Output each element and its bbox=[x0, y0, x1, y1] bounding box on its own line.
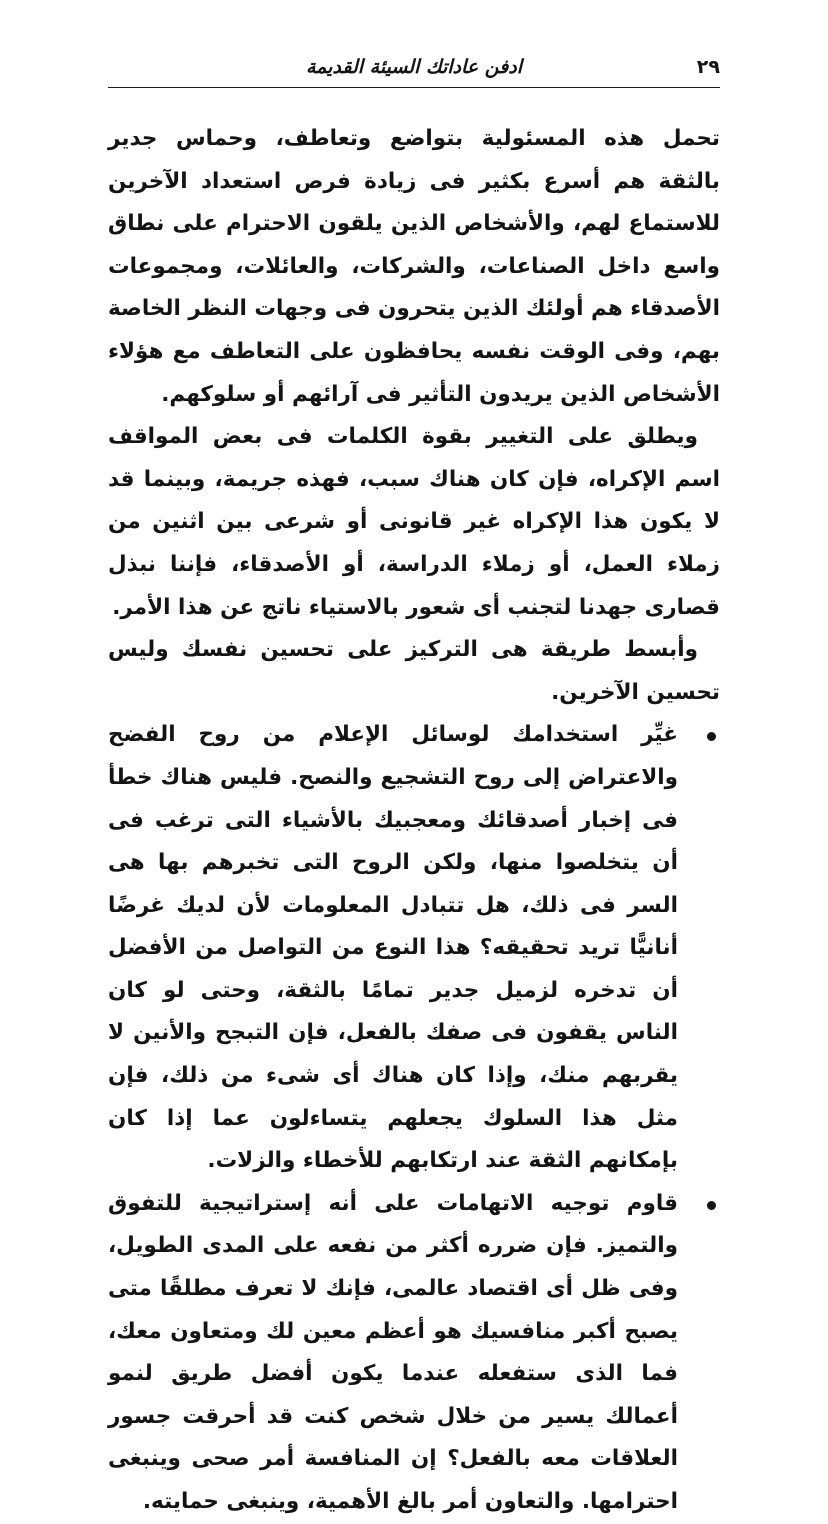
list-item bbox=[108, 1183, 720, 1524]
paragraph-1: تحمل هذه المسئولية بتواضع وتعاطف، وحماس جدير بالثقة هم أسرع بكثير فى زيادة فرص استعداد الآخرين للاستماع لهم، والأشخاص الذين يلقون الاحترام على نطاق واسع داخل الصناعات، والشركات، والعائلات، ومجموعات الأصدقاء هم أولئك الذين يتحرون فى وجهات النظر الخاصة بهم، وفى الوقت نفسه يحافظون على التعاطف مع هؤلاء الأشخاص الذين يريدون التأثير فى آرائهم أو سلوكهم. bbox=[108, 126, 720, 407]
paragraph-2: ويطلق على التغيير بقوة الكلمات فى بعض المواقف اسم الإكراه، فإن كان هناك سبب، فهذه جريمة، وبينما قد لا يكون هذا الإكراه غير قانونى أو شرعى بين اثنين من زملاء العمل، أو زملاء الدراسة، أو الأصدقاء، فإننا نبذل قصارى جهدنا لتجنب أى شعور بالاستياء ناتج عن هذا الأمر. bbox=[108, 424, 720, 620]
bullet-text-2: قاوم توجيه الاتهامات على أنه إستراتيجية للتفوق والتميز. فإن ضرره أكثر من نفعه على المدى الطويل، وفى ظل أى اقتصاد عالمى، فإنك لا تعرف مطلقًا متى يصبح أكبر منافسيك هو أعظم معين لك ومتعاون معك، فما الذى ستفعله عندما يكون أفضل طريق لنمو أعمالك يسير من خلال شخص كنت قد أحرقت جسور العلاقات معه بالفعل؟ إن المنافسة أمر صحى وينبغى احترامها. والتعاون أمر بالغ الأهمية، وينبغى حمايته. bbox=[108, 1190, 678, 1514]
page-number: ٢٩ bbox=[696, 56, 720, 78]
paragraph-3: وأبسط طريقة هى التركيز على تحسين نفسك وليس تحسين الآخرين. bbox=[108, 637, 720, 705]
body-text bbox=[108, 118, 720, 1524]
running-header bbox=[108, 52, 720, 88]
list-item bbox=[108, 714, 720, 1183]
header-divider bbox=[108, 87, 720, 88]
bullet-text-1: غيِّر استخدامك لوسائل الإعلام من روح الفضح والاعتراض إلى روح التشجيع والنصح. فليس هناك خطأ فى إخبار أصدقائك ومعجبيك بالأشياء التى ترغب فى أن يتخلصوا منها، ولكن الروح التى تخبرهم بها هى السر فى ذلك، هل تتبادل المعلومات لأن لديك غرضًا أنانيًّا تريد تحقيقه؟ هذا النوع من التواصل من الأفضل أن تدخره لزميل جدير تمامًا بالثقة، وحتى لو كان الناس يقفون فى صفك بالفعل، فإن التبجح والأنين لا يقربهم منك، وإذا كان هناك أى شىء من ذلك، فإن مثل هذا السلوك يجعلهم يتساءلون عما إذا كان بإمكانهم الثقة عند ارتكابهم للأخطاء والزلات. bbox=[108, 722, 678, 1174]
running-title: ادفن عاداتك السيئة القديمة bbox=[305, 56, 523, 78]
bullet-dot-icon bbox=[707, 1201, 716, 1210]
bullet-dot-icon bbox=[707, 732, 716, 741]
bullet-list bbox=[108, 714, 720, 1523]
